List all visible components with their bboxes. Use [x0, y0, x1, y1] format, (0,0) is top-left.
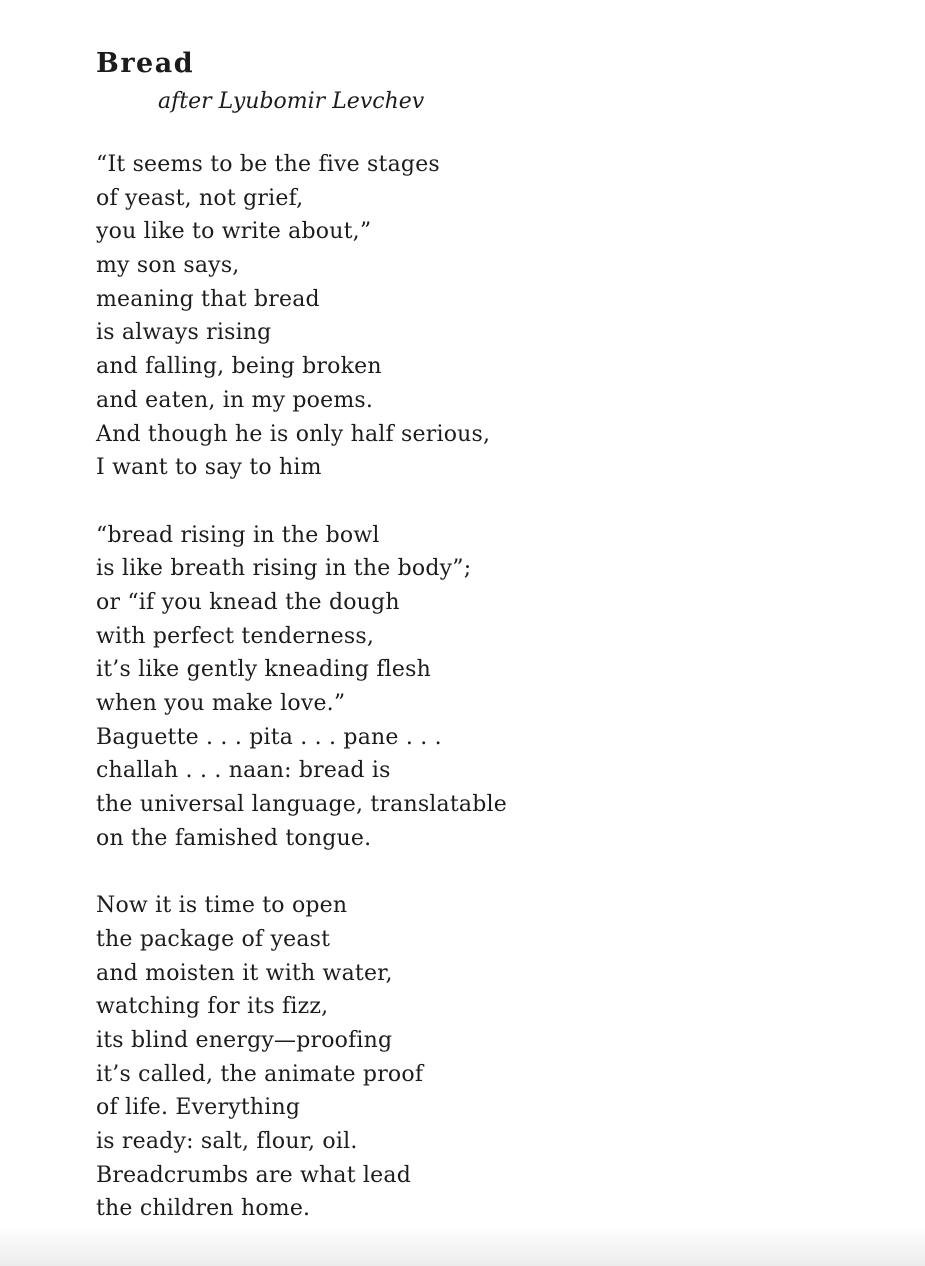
poem-line: is like breath rising in the body”; [96, 556, 472, 582]
stanza-2 [96, 519, 507, 856]
poem-line: my son says, [96, 253, 240, 279]
poem-line: its blind energy—proofing [96, 1027, 393, 1053]
poem-line: on the famished tongue. [96, 825, 372, 851]
stanza-3 [96, 889, 507, 1226]
poem-line: the children home. [96, 1196, 311, 1222]
poem-line: I want to say to him [96, 455, 322, 481]
poem-line: challah . . . naan: bread is [96, 758, 391, 784]
poem-line: is always rising [96, 320, 272, 346]
poem-line: and falling, being broken [96, 354, 382, 380]
poem-line: of life. Everything [96, 1095, 301, 1121]
poem-line: it’s called, the animate proof [96, 1061, 424, 1087]
poem-line: when you make love.” [96, 691, 346, 716]
poem-line: Now it is time to open [96, 893, 348, 919]
poem-line: and eaten, in my poems. [96, 387, 374, 413]
poem-line: Baguette . . . pita . . . pane . . . [96, 724, 442, 750]
bottom-edge-shadow [0, 1226, 925, 1266]
poem-line: “It seems to be the five stages [96, 152, 440, 177]
poem-dedication: after Lyubomir Levchev [158, 89, 425, 114]
poem-line: it’s like gently kneading flesh [96, 657, 431, 683]
poem-line: the package of yeast [96, 926, 331, 952]
poem-body [96, 148, 507, 1226]
poem [96, 44, 507, 1260]
poem-line: the universal language, translatable [96, 792, 507, 818]
poem-line: watching for its fizz, [96, 994, 329, 1020]
poem-line: you like to write about,” [96, 219, 372, 245]
poem-line: is ready: salt, flour, oil. [96, 1128, 358, 1154]
poem-line: “bread rising in the bowl [96, 522, 380, 548]
poem-line: And though he is only half serious, [96, 421, 491, 447]
poem-title: Bread [96, 48, 195, 79]
poem-line: Breadcrumbs are what lead [96, 1162, 411, 1188]
stanza-1 [96, 148, 507, 485]
poem-line: and moisten it with water, [96, 960, 393, 986]
poem-line: meaning that bread [96, 286, 320, 312]
poem-line: or “if you knead the dough [96, 589, 400, 615]
poem-line: of yeast, not grief, [96, 185, 304, 211]
poem-line: with perfect tenderness, [96, 623, 375, 649]
